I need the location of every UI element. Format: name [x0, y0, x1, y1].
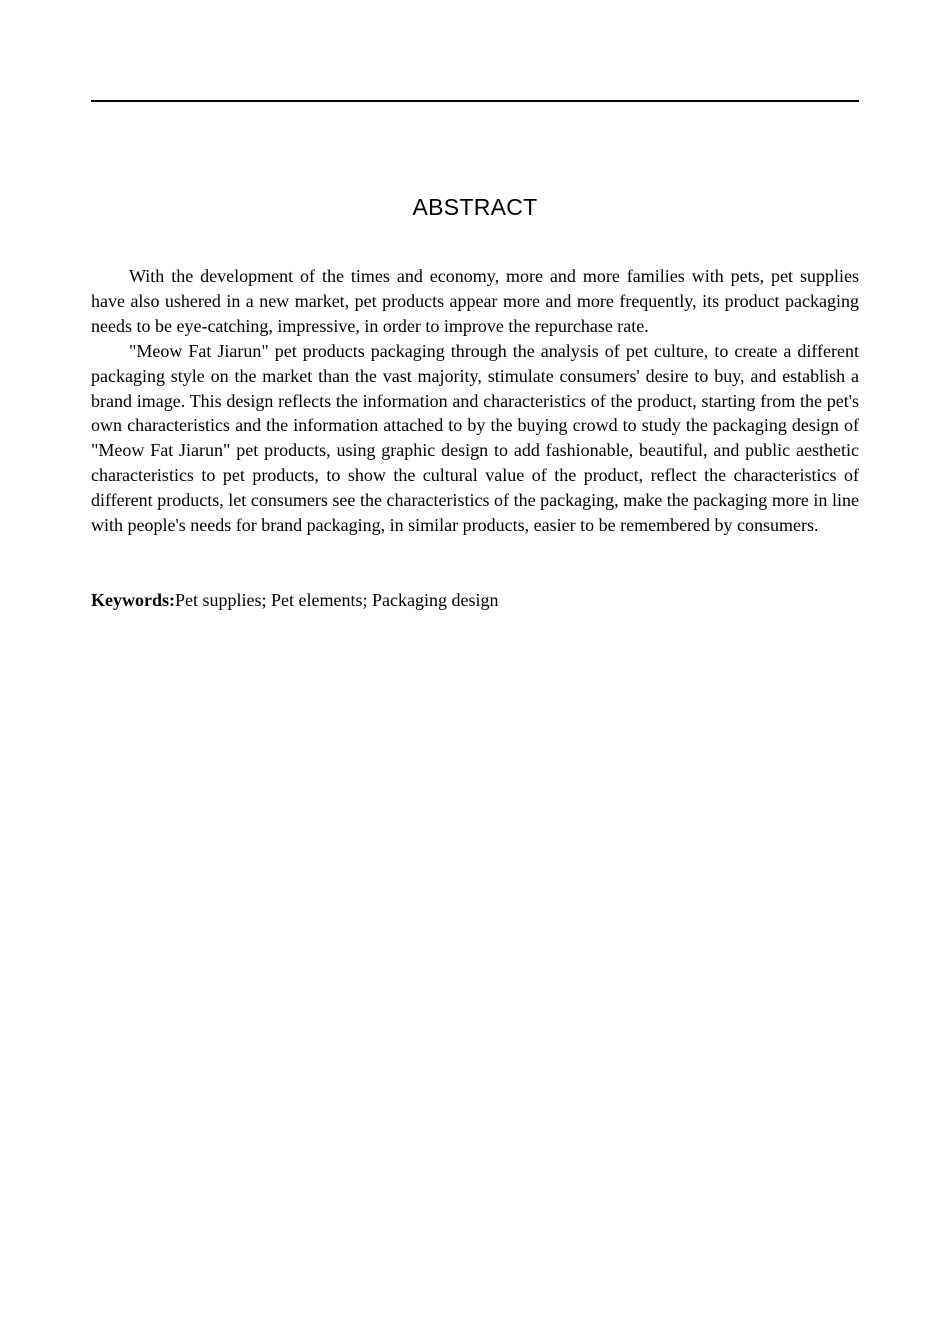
abstract-body	[91, 264, 859, 538]
abstract-title: ABSTRACT	[412, 194, 538, 220]
header-rule	[91, 100, 859, 102]
keywords-value: Pet supplies; Pet elements; Packaging design	[175, 590, 499, 610]
abstract-paragraph-1: With the development of the times and economy, more and more families with pets, pet supplies have also ushered in a new market, pet products appear more and more frequently, its product packaging needs to be eye-catching, impressive, in order to improve the repurchase rate.	[91, 266, 859, 336]
keywords-line	[91, 588, 859, 612]
keywords-label: Keywords:	[91, 590, 175, 610]
abstract-paragraph-2: "Meow Fat Jiarun" pet products packaging through the analysis of pet culture, to create a different packaging style on the market than the vast majority, stimulate consumers' desire to buy, and establish a brand image. This design reflects the information and characteristics of the product, starting from the pet's own characteristics and the information attached to by the buying crowd to study the packaging design of "Meow Fat Jiarun" pet products, using graphic design to add fashionable, beautiful, and public aesthetic characteristics to pet products, to show the cultural value of the product, reflect the characteristics of different products, let consumers see the characteristics of the packaging, make the packaging more in line with people's needs for brand packaging, in similar products, easier to be remembered by consumers.	[91, 340, 859, 536]
